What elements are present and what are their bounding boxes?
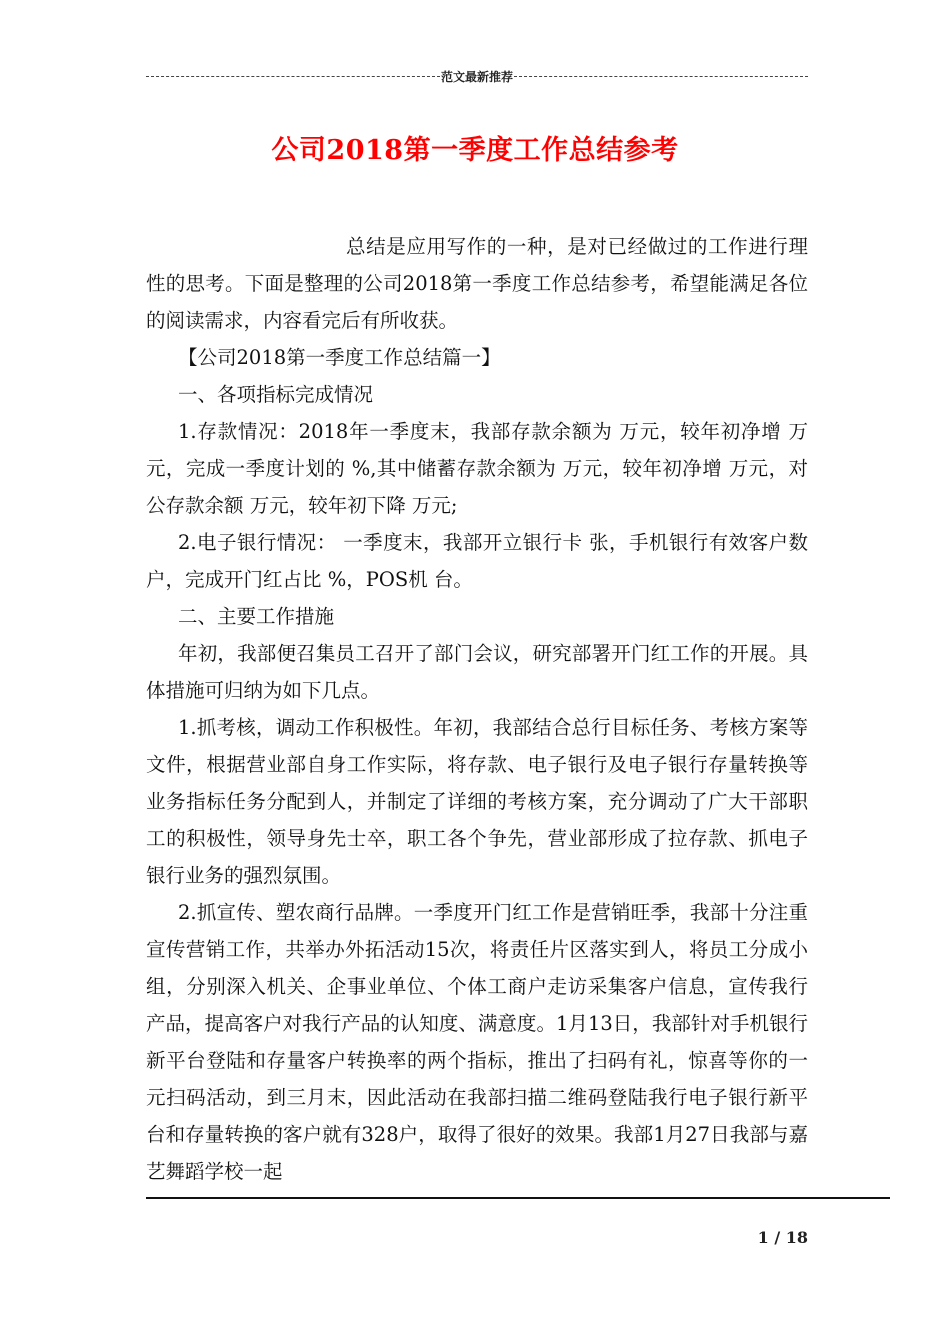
paragraph-meeting: 年初，我部便召集员工召开了部门会议，研究部署开门红工作的开展。具体措施可归纳为如下几点。: [146, 642, 808, 702]
intro-paragraph: 总结是应用写作的一种，是对已经做过的工作进行理性的思考。下面是整理的公司2018第一季度工作总结参考，希望能满足各位的阅读需求，内容看完后有所收获。: [146, 235, 808, 332]
paragraph-assessment: 1.抓考核，调动工作积极性。年初，我部结合总行目标任务、考核方案等文件，根据营业部自身工作实际，将存款、电子银行及电子银行存量转换等业务指标任务分配到人，并制定了详细的考核方案，充分调动了广大干部职工的积极性，领导身先士卒，职工各个争先，营业部形成了拉存款、抓电子银行业务的强烈氛围。: [146, 716, 808, 887]
section-heading: 【公司2018第一季度工作总结篇一】: [178, 346, 501, 369]
paragraph-promotion: 2.抓宣传、塑农商行品牌。一季度开门红工作是营销旺季，我部十分注重宣传营销工作，共举办外拓活动15次，将责任片区落实到人，将员工分成小组，分别深入机关、企事业单位、个体工商户走访采集客户信息，宣传我行产品，提高客户对我行产品的认知度、满意度。1月13日，我部针对手机银行新平台登陆和存量客户转换率的两个指标，推出了扫码有礼，惊喜等你的一元扫码活动，到三月末，因此活动在我部扫描二维码登陆我行电子银行新平台和存量转换的客户就有328户，取得了很好的效果。我部1月27日我部与嘉艺舞蹈学校一起: [146, 901, 808, 1183]
page-number: 1 / 18: [757, 1228, 808, 1247]
document-title: 公司2018第一季度工作总结参考: [271, 135, 679, 166]
header-rule: [146, 66, 808, 86]
header-dash-right: [514, 76, 808, 77]
subheading-indicators: 一、各项指标完成情况: [178, 383, 374, 406]
document-body: [146, 228, 808, 1190]
paragraph-deposits: 1.存款情况：2018年一季度末，我部存款余额为 万元，较年初净增 万元，完成一季度计划的 %,其中储蓄存款余额为 万元，较年初净增 万元，对公存款余额 万元，较年初下降 万元;: [146, 420, 808, 517]
paragraph-ebanking: 2.电子银行情况： 一季度末，我部开立银行卡 张，手机银行有效客户数 户，完成开门红占比 %，POS机 台。: [146, 531, 808, 591]
header-label: 范文最新推荐: [441, 69, 514, 84]
subheading-measures: 二、主要工作措施: [178, 605, 335, 628]
footer-rule: [146, 1197, 890, 1199]
header-dash-left: [146, 76, 440, 77]
